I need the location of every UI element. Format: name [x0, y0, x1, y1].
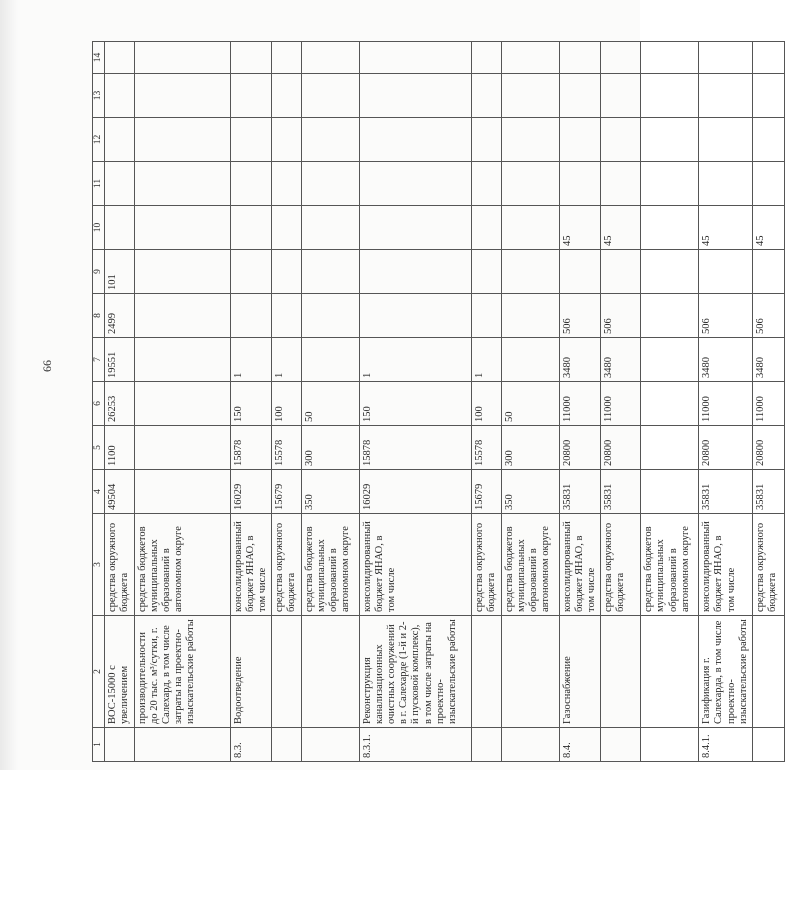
value-cell: 11000 — [699, 382, 752, 426]
table-row — [231, 42, 272, 762]
value-cell: 11000 — [752, 382, 784, 426]
value-cell: 506 — [560, 294, 601, 338]
item-name-cell — [752, 616, 784, 728]
table-row — [699, 42, 752, 762]
column-number-cell: 8 — [93, 294, 105, 338]
item-number-cell: 8.4. — [560, 728, 601, 762]
table-row — [641, 42, 699, 762]
value-cell — [302, 294, 360, 338]
value-cell: 1 — [472, 338, 502, 382]
value-cell — [699, 162, 752, 206]
funding-source-cell: средства окружного бюджета — [601, 514, 641, 616]
column-number-cell: 7 — [93, 338, 105, 382]
value-cell — [105, 162, 135, 206]
value-cell — [752, 250, 784, 294]
value-cell — [560, 118, 601, 162]
value-cell: 45 — [601, 206, 641, 250]
value-cell — [105, 206, 135, 250]
item-name-cell — [502, 616, 560, 728]
value-cell — [360, 250, 472, 294]
value-cell: 20800 — [560, 426, 601, 470]
value-cell: 15878 — [360, 426, 472, 470]
value-cell: 35831 — [560, 470, 601, 514]
value-cell — [135, 118, 231, 162]
funding-source-cell: средства бюджетов муниципальных образований в автономном округе — [302, 514, 360, 616]
table-body — [93, 42, 785, 762]
value-cell: 15679 — [272, 470, 302, 514]
value-cell — [360, 42, 472, 74]
column-number-cell: 6 — [93, 382, 105, 426]
item-number-cell — [302, 728, 360, 762]
column-number-cell: 13 — [93, 74, 105, 118]
value-cell — [641, 426, 699, 470]
funding-source-cell: средства окружного бюджета — [105, 514, 135, 616]
item-number-cell: 8.3.1. — [360, 728, 472, 762]
value-cell: 3480 — [601, 338, 641, 382]
value-cell — [502, 206, 560, 250]
value-cell — [560, 74, 601, 118]
value-cell: 35831 — [699, 470, 752, 514]
scan-edge-shadow — [0, 0, 18, 770]
table-row — [360, 42, 472, 762]
value-cell — [601, 42, 641, 74]
value-cell: 150 — [360, 382, 472, 426]
value-cell — [472, 162, 502, 206]
value-cell — [641, 74, 699, 118]
value-cell — [641, 118, 699, 162]
blank-margin — [0, 770, 640, 905]
value-cell — [360, 206, 472, 250]
funding-source-cell: консолидированный бюджет ЯНАО, в том числе — [360, 514, 472, 616]
funding-source-cell: средства бюджетов муниципальных образований в автономном округе — [502, 514, 560, 616]
value-cell — [601, 74, 641, 118]
value-cell: 150 — [231, 382, 272, 426]
column-number-row — [93, 42, 105, 762]
table-row — [752, 42, 784, 762]
value-cell — [135, 338, 231, 382]
value-cell: 20800 — [601, 426, 641, 470]
value-cell — [105, 42, 135, 74]
value-cell — [472, 294, 502, 338]
value-cell — [752, 162, 784, 206]
value-cell — [641, 250, 699, 294]
funding-source-cell: средства бюджетов муниципальных образований в автономном округе — [135, 514, 231, 616]
value-cell — [135, 470, 231, 514]
column-number-cell: 10 — [93, 206, 105, 250]
item-number-cell: 8.4.1. — [699, 728, 752, 762]
funding-source-cell: консолидированный бюджет ЯНАО, в том числе — [560, 514, 601, 616]
item-name-cell — [472, 616, 502, 728]
funding-source-cell: средства окружного бюджета — [472, 514, 502, 616]
value-cell — [135, 162, 231, 206]
value-cell: 45 — [560, 206, 601, 250]
funding-source-cell: средства бюджетов муниципальных образований в автономном округе — [641, 514, 699, 616]
value-cell — [231, 74, 272, 118]
item-name-cell: ВОС-15000 с увеличением — [105, 616, 135, 728]
value-cell: 26253 — [105, 382, 135, 426]
table-row — [472, 42, 502, 762]
value-cell — [472, 206, 502, 250]
column-number-cell: 5 — [93, 426, 105, 470]
value-cell — [272, 118, 302, 162]
value-cell — [601, 162, 641, 206]
column-number-cell: 4 — [93, 470, 105, 514]
value-cell — [105, 74, 135, 118]
rotated-table-container — [92, 42, 778, 762]
value-cell: 1 — [360, 338, 472, 382]
item-number-cell — [135, 728, 231, 762]
value-cell — [360, 118, 472, 162]
item-name-cell: Газификация г. Салехарда, в том числе проектно-изыскательские работы — [699, 616, 752, 728]
value-cell: 506 — [699, 294, 752, 338]
value-cell — [272, 74, 302, 118]
value-cell — [641, 42, 699, 74]
column-number-cell: 9 — [93, 250, 105, 294]
table-row — [560, 42, 601, 762]
value-cell — [231, 294, 272, 338]
value-cell — [641, 470, 699, 514]
item-name-cell: производительности до 20 тыс. м³/сутки, г. Салехард, в том числе затраты на проектно-изыскательские работы — [135, 616, 231, 728]
value-cell: 50 — [502, 382, 560, 426]
value-cell — [302, 206, 360, 250]
value-cell — [699, 42, 752, 74]
funding-source-cell: консолидированный бюджет ЯНАО, в том числе — [231, 514, 272, 616]
value-cell: 350 — [502, 470, 560, 514]
value-cell — [135, 250, 231, 294]
value-cell — [641, 338, 699, 382]
value-cell: 350 — [302, 470, 360, 514]
page-number: 66 — [40, 360, 54, 372]
value-cell: 11000 — [560, 382, 601, 426]
value-cell: 3480 — [699, 338, 752, 382]
budget-table — [92, 41, 785, 762]
value-cell: 15578 — [272, 426, 302, 470]
value-cell — [502, 162, 560, 206]
value-cell — [699, 74, 752, 118]
value-cell — [560, 42, 601, 74]
item-number-cell — [502, 728, 560, 762]
value-cell — [135, 294, 231, 338]
value-cell: 11000 — [601, 382, 641, 426]
value-cell — [752, 74, 784, 118]
value-cell: 50 — [302, 382, 360, 426]
table-row — [601, 42, 641, 762]
value-cell — [699, 118, 752, 162]
table-row — [502, 42, 560, 762]
value-cell — [231, 118, 272, 162]
value-cell: 300 — [502, 426, 560, 470]
value-cell: 506 — [601, 294, 641, 338]
value-cell — [302, 74, 360, 118]
value-cell — [231, 206, 272, 250]
value-cell — [272, 250, 302, 294]
value-cell: 1 — [272, 338, 302, 382]
value-cell — [641, 294, 699, 338]
value-cell: 15878 — [231, 426, 272, 470]
table-row — [105, 42, 135, 762]
value-cell — [472, 118, 502, 162]
item-number-cell: 8.3. — [231, 728, 272, 762]
value-cell — [502, 250, 560, 294]
value-cell — [231, 42, 272, 74]
value-cell — [135, 382, 231, 426]
value-cell: 101 — [105, 250, 135, 294]
value-cell — [272, 162, 302, 206]
value-cell — [641, 382, 699, 426]
value-cell — [560, 250, 601, 294]
value-cell — [502, 294, 560, 338]
value-cell — [272, 206, 302, 250]
value-cell — [231, 162, 272, 206]
value-cell — [502, 42, 560, 74]
value-cell: 100 — [272, 382, 302, 426]
item-number-cell — [752, 728, 784, 762]
value-cell: 20800 — [752, 426, 784, 470]
item-number-cell — [105, 728, 135, 762]
value-cell — [502, 338, 560, 382]
value-cell — [641, 162, 699, 206]
value-cell: 506 — [752, 294, 784, 338]
value-cell: 35831 — [752, 470, 784, 514]
value-cell: 35831 — [601, 470, 641, 514]
value-cell — [105, 118, 135, 162]
value-cell — [472, 250, 502, 294]
value-cell — [502, 118, 560, 162]
column-number-cell: 12 — [93, 118, 105, 162]
value-cell — [302, 162, 360, 206]
value-cell — [560, 162, 601, 206]
value-cell: 300 — [302, 426, 360, 470]
value-cell — [302, 250, 360, 294]
column-number-cell: 3 — [93, 514, 105, 616]
value-cell: 16029 — [360, 470, 472, 514]
value-cell — [135, 206, 231, 250]
column-number-cell: 11 — [93, 162, 105, 206]
value-cell — [135, 426, 231, 470]
value-cell: 3480 — [752, 338, 784, 382]
value-cell: 45 — [699, 206, 752, 250]
item-number-cell — [272, 728, 302, 762]
funding-source-cell: средства окружного бюджета — [752, 514, 784, 616]
item-name-cell — [272, 616, 302, 728]
column-number-cell: 2 — [93, 616, 105, 728]
item-name-cell — [641, 616, 699, 728]
value-cell — [472, 74, 502, 118]
value-cell — [135, 74, 231, 118]
item-number-cell — [601, 728, 641, 762]
value-cell: 19551 — [105, 338, 135, 382]
value-cell — [601, 118, 641, 162]
value-cell — [641, 206, 699, 250]
value-cell: 15679 — [472, 470, 502, 514]
value-cell — [272, 294, 302, 338]
column-number-cell: 14 — [93, 42, 105, 74]
funding-source-cell: средства окружного бюджета — [272, 514, 302, 616]
value-cell: 20800 — [699, 426, 752, 470]
value-cell: 100 — [472, 382, 502, 426]
table-row — [272, 42, 302, 762]
value-cell — [360, 162, 472, 206]
value-cell — [472, 42, 502, 74]
item-name-cell: Газоснабжение — [560, 616, 601, 728]
value-cell — [699, 250, 752, 294]
item-name-cell: Водоотведение — [231, 616, 272, 728]
value-cell — [302, 42, 360, 74]
column-number-cell: 1 — [93, 728, 105, 762]
value-cell: 49504 — [105, 470, 135, 514]
value-cell — [135, 42, 231, 74]
value-cell: 16029 — [231, 470, 272, 514]
value-cell — [360, 294, 472, 338]
value-cell — [502, 74, 560, 118]
item-name-cell — [302, 616, 360, 728]
value-cell — [601, 250, 641, 294]
item-name-cell — [601, 616, 641, 728]
value-cell — [231, 250, 272, 294]
funding-source-cell: консолидированный бюджет ЯНАО, в том числе — [699, 514, 752, 616]
value-cell — [302, 118, 360, 162]
item-number-cell — [472, 728, 502, 762]
value-cell: 1 — [231, 338, 272, 382]
value-cell: 3480 — [560, 338, 601, 382]
value-cell: 45 — [752, 206, 784, 250]
value-cell: 1100 — [105, 426, 135, 470]
table-row — [135, 42, 231, 762]
value-cell — [752, 42, 784, 74]
value-cell: 15578 — [472, 426, 502, 470]
value-cell — [272, 42, 302, 74]
value-cell: 2499 — [105, 294, 135, 338]
table-row — [302, 42, 360, 762]
item-number-cell — [641, 728, 699, 762]
item-name-cell: Реконструкция канализационных очистных сооружений в г. Салехарде (1-й и 2-й пусковой комплекс), в том числе затраты на проектно-изыскательские работы — [360, 616, 472, 728]
value-cell — [752, 118, 784, 162]
value-cell — [360, 74, 472, 118]
value-cell — [302, 338, 360, 382]
